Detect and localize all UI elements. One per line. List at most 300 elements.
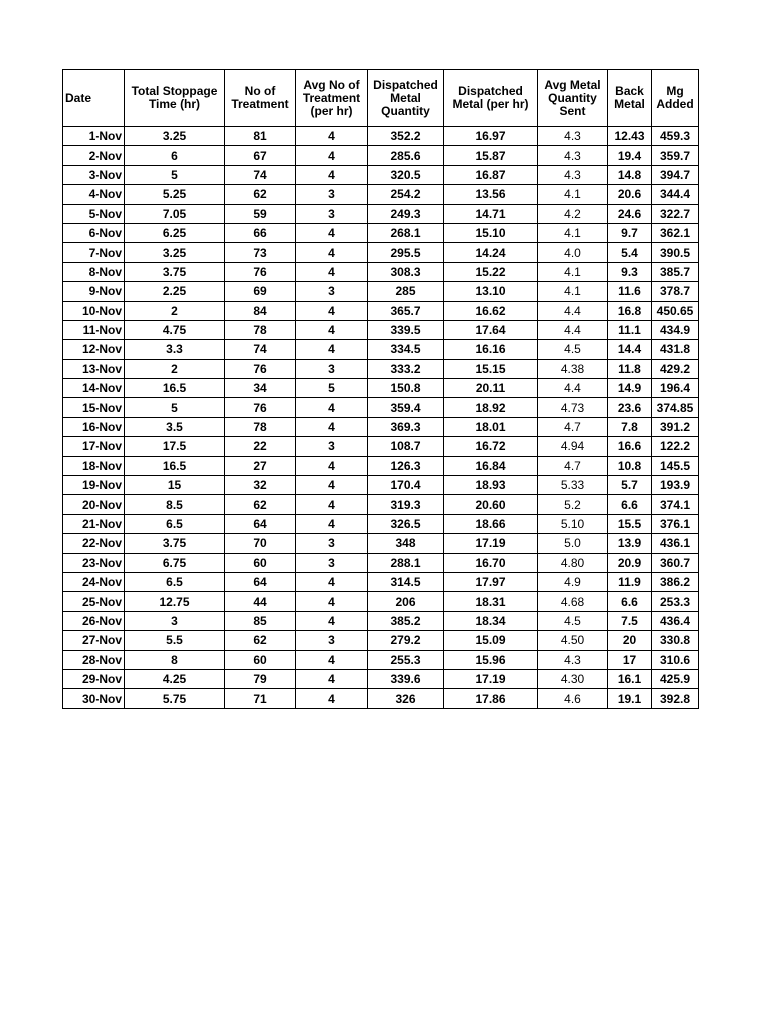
dispatched-metal-quantity-cell: 319.3 [368, 495, 444, 514]
total-stoppage-time-cell: 16.5 [125, 456, 225, 475]
total-stoppage-time-cell: 3.3 [125, 340, 225, 359]
total-stoppage-time-cell: 2.25 [125, 282, 225, 301]
avg-metal-quantity-sent-cell: 4.3 [538, 146, 608, 165]
date-cell: 28-Nov [63, 650, 125, 669]
total-stoppage-time-cell: 5.75 [125, 689, 225, 708]
dispatched-metal-quantity-cell: 285 [368, 282, 444, 301]
dispatched-metal-per-hr-cell: 18.31 [444, 592, 538, 611]
dispatched-metal-per-hr-cell: 20.11 [444, 379, 538, 398]
dispatched-metal-per-hr-cell: 18.92 [444, 398, 538, 417]
date-cell: 19-Nov [63, 476, 125, 495]
dispatched-metal-per-hr-cell: 15.09 [444, 631, 538, 650]
date-cell: 11-Nov [63, 320, 125, 339]
avg-no-of-treatment-cell: 3 [296, 282, 368, 301]
mg-added-cell: 360.7 [652, 553, 699, 572]
avg-metal-quantity-sent-cell: 4.1 [538, 262, 608, 281]
mg-added-cell: 431.8 [652, 340, 699, 359]
avg-metal-quantity-sent-cell: 4.94 [538, 437, 608, 456]
avg-metal-quantity-sent-cell: 4.7 [538, 456, 608, 475]
no-of-treatment-cell: 74 [225, 340, 296, 359]
avg-no-of-treatment-cell: 3 [296, 437, 368, 456]
back-metal-cell: 11.8 [608, 359, 652, 378]
avg-metal-quantity-sent-cell: 4.30 [538, 669, 608, 688]
table-row [63, 146, 699, 165]
dispatched-metal-per-hr-cell: 17.19 [444, 669, 538, 688]
no-of-treatment-cell: 73 [225, 243, 296, 262]
date-cell: 8-Nov [63, 262, 125, 281]
table-row [63, 534, 699, 553]
no-of-treatment-cell: 70 [225, 534, 296, 553]
dispatched-metal-per-hr-cell: 18.34 [444, 611, 538, 630]
avg-metal-quantity-sent-cell: 4.7 [538, 417, 608, 436]
mg-added-cell: 425.9 [652, 669, 699, 688]
avg-metal-quantity-sent-cell: 4.80 [538, 553, 608, 572]
column-header-dispatched-metal-quantity: Dispatched Metal Quantity [368, 70, 444, 127]
dispatched-metal-quantity-cell: 288.1 [368, 553, 444, 572]
dispatched-metal-quantity-cell: 254.2 [368, 185, 444, 204]
total-stoppage-time-cell: 8 [125, 650, 225, 669]
table-row [63, 514, 699, 533]
date-cell: 9-Nov [63, 282, 125, 301]
dispatched-metal-per-hr-cell: 16.84 [444, 456, 538, 475]
table-row [63, 359, 699, 378]
dispatched-metal-per-hr-cell: 16.16 [444, 340, 538, 359]
avg-no-of-treatment-cell: 4 [296, 146, 368, 165]
table-header [63, 70, 699, 127]
avg-metal-quantity-sent-cell: 4.73 [538, 398, 608, 417]
date-cell: 15-Nov [63, 398, 125, 417]
back-metal-cell: 14.8 [608, 165, 652, 184]
mg-added-cell: 429.2 [652, 359, 699, 378]
dispatched-metal-quantity-cell: 339.6 [368, 669, 444, 688]
no-of-treatment-cell: 59 [225, 204, 296, 223]
no-of-treatment-cell: 44 [225, 592, 296, 611]
avg-metal-quantity-sent-cell: 4.5 [538, 340, 608, 359]
avg-metal-quantity-sent-cell: 4.1 [538, 223, 608, 242]
no-of-treatment-cell: 84 [225, 301, 296, 320]
column-header-avg-no-of-treatment: Avg No of Treatment (per hr) [296, 70, 368, 127]
dispatched-metal-per-hr-cell: 13.56 [444, 185, 538, 204]
table-row [63, 572, 699, 591]
table-row [63, 689, 699, 708]
avg-no-of-treatment-cell: 4 [296, 650, 368, 669]
back-metal-cell: 14.9 [608, 379, 652, 398]
table-row [63, 650, 699, 669]
dispatched-metal-quantity-cell: 365.7 [368, 301, 444, 320]
table-row [63, 204, 699, 223]
table-row [63, 456, 699, 475]
avg-metal-quantity-sent-cell: 5.33 [538, 476, 608, 495]
back-metal-cell: 19.4 [608, 146, 652, 165]
avg-metal-quantity-sent-cell: 4.3 [538, 127, 608, 146]
no-of-treatment-cell: 76 [225, 398, 296, 417]
date-cell: 6-Nov [63, 223, 125, 242]
dispatched-metal-quantity-cell: 320.5 [368, 165, 444, 184]
total-stoppage-time-cell: 12.75 [125, 592, 225, 611]
total-stoppage-time-cell: 5.25 [125, 185, 225, 204]
avg-no-of-treatment-cell: 3 [296, 204, 368, 223]
dispatched-metal-quantity-cell: 314.5 [368, 572, 444, 591]
avg-metal-quantity-sent-cell: 4.2 [538, 204, 608, 223]
avg-no-of-treatment-cell: 4 [296, 340, 368, 359]
dispatched-metal-quantity-cell: 170.4 [368, 476, 444, 495]
column-header-date: Date [63, 70, 125, 127]
mg-added-cell: 193.9 [652, 476, 699, 495]
dispatched-metal-per-hr-cell: 14.71 [444, 204, 538, 223]
back-metal-cell: 13.9 [608, 534, 652, 553]
total-stoppage-time-cell: 4.25 [125, 669, 225, 688]
dispatched-metal-quantity-cell: 108.7 [368, 437, 444, 456]
total-stoppage-time-cell: 3.25 [125, 127, 225, 146]
table-row [63, 223, 699, 242]
date-cell: 3-Nov [63, 165, 125, 184]
total-stoppage-time-cell: 3 [125, 611, 225, 630]
avg-no-of-treatment-cell: 4 [296, 262, 368, 281]
avg-no-of-treatment-cell: 4 [296, 476, 368, 495]
table-row [63, 611, 699, 630]
total-stoppage-time-cell: 5 [125, 398, 225, 417]
total-stoppage-time-cell: 6.5 [125, 514, 225, 533]
dispatched-metal-quantity-cell: 348 [368, 534, 444, 553]
back-metal-cell: 6.6 [608, 495, 652, 514]
avg-metal-quantity-sent-cell: 4.4 [538, 301, 608, 320]
date-cell: 27-Nov [63, 631, 125, 650]
mg-added-cell: 322.7 [652, 204, 699, 223]
avg-metal-quantity-sent-cell: 5.0 [538, 534, 608, 553]
table-row [63, 185, 699, 204]
dispatched-metal-per-hr-cell: 15.87 [444, 146, 538, 165]
back-metal-cell: 16.8 [608, 301, 652, 320]
mg-added-cell: 386.2 [652, 572, 699, 591]
back-metal-cell: 6.6 [608, 592, 652, 611]
column-header-no-of-treatment: No of Treatment [225, 70, 296, 127]
date-cell: 26-Nov [63, 611, 125, 630]
back-metal-cell: 20 [608, 631, 652, 650]
avg-no-of-treatment-cell: 4 [296, 611, 368, 630]
mg-added-cell: 390.5 [652, 243, 699, 262]
table-row [63, 301, 699, 320]
dispatched-metal-per-hr-cell: 18.93 [444, 476, 538, 495]
table-row [63, 631, 699, 650]
no-of-treatment-cell: 34 [225, 379, 296, 398]
avg-no-of-treatment-cell: 3 [296, 553, 368, 572]
back-metal-cell: 9.7 [608, 223, 652, 242]
mg-added-cell: 392.8 [652, 689, 699, 708]
date-cell: 2-Nov [63, 146, 125, 165]
dispatched-metal-quantity-cell: 285.6 [368, 146, 444, 165]
mg-added-cell: 344.4 [652, 185, 699, 204]
dispatched-metal-per-hr-cell: 14.24 [444, 243, 538, 262]
table-row [63, 243, 699, 262]
total-stoppage-time-cell: 3.5 [125, 417, 225, 436]
date-cell: 25-Nov [63, 592, 125, 611]
dispatched-metal-per-hr-cell: 15.15 [444, 359, 538, 378]
table-row [63, 398, 699, 417]
total-stoppage-time-cell: 17.5 [125, 437, 225, 456]
date-cell: 14-Nov [63, 379, 125, 398]
avg-metal-quantity-sent-cell: 4.1 [538, 282, 608, 301]
mg-added-cell: 374.85 [652, 398, 699, 417]
avg-no-of-treatment-cell: 4 [296, 689, 368, 708]
dispatched-metal-per-hr-cell: 17.64 [444, 320, 538, 339]
total-stoppage-time-cell: 2 [125, 301, 225, 320]
no-of-treatment-cell: 64 [225, 514, 296, 533]
column-header-total-stoppage-time: Total Stoppage Time (hr) [125, 70, 225, 127]
date-cell: 30-Nov [63, 689, 125, 708]
dispatched-metal-quantity-cell: 333.2 [368, 359, 444, 378]
no-of-treatment-cell: 69 [225, 282, 296, 301]
avg-metal-quantity-sent-cell: 4.3 [538, 650, 608, 669]
dispatched-metal-per-hr-cell: 16.72 [444, 437, 538, 456]
back-metal-cell: 14.4 [608, 340, 652, 359]
no-of-treatment-cell: 62 [225, 495, 296, 514]
dispatched-metal-per-hr-cell: 18.01 [444, 417, 538, 436]
back-metal-cell: 11.1 [608, 320, 652, 339]
avg-no-of-treatment-cell: 4 [296, 165, 368, 184]
no-of-treatment-cell: 78 [225, 320, 296, 339]
mg-added-cell: 394.7 [652, 165, 699, 184]
back-metal-cell: 20.6 [608, 185, 652, 204]
back-metal-cell: 7.5 [608, 611, 652, 630]
avg-no-of-treatment-cell: 4 [296, 301, 368, 320]
date-cell: 13-Nov [63, 359, 125, 378]
no-of-treatment-cell: 67 [225, 146, 296, 165]
table-row [63, 282, 699, 301]
table-row [63, 553, 699, 572]
dispatched-metal-per-hr-cell: 16.97 [444, 127, 538, 146]
date-cell: 4-Nov [63, 185, 125, 204]
dispatched-metal-quantity-cell: 359.4 [368, 398, 444, 417]
total-stoppage-time-cell: 2 [125, 359, 225, 378]
back-metal-cell: 23.6 [608, 398, 652, 417]
no-of-treatment-cell: 85 [225, 611, 296, 630]
avg-no-of-treatment-cell: 4 [296, 456, 368, 475]
mg-added-cell: 145.5 [652, 456, 699, 475]
no-of-treatment-cell: 27 [225, 456, 296, 475]
dispatched-metal-per-hr-cell: 15.96 [444, 650, 538, 669]
total-stoppage-time-cell: 3.25 [125, 243, 225, 262]
total-stoppage-time-cell: 5.5 [125, 631, 225, 650]
avg-metal-quantity-sent-cell: 5.2 [538, 495, 608, 514]
table-row [63, 340, 699, 359]
avg-no-of-treatment-cell: 3 [296, 185, 368, 204]
no-of-treatment-cell: 76 [225, 359, 296, 378]
dispatched-metal-quantity-cell: 352.2 [368, 127, 444, 146]
dispatched-metal-quantity-cell: 308.3 [368, 262, 444, 281]
date-cell: 7-Nov [63, 243, 125, 262]
back-metal-cell: 17 [608, 650, 652, 669]
no-of-treatment-cell: 60 [225, 553, 296, 572]
table-row [63, 592, 699, 611]
total-stoppage-time-cell: 4.75 [125, 320, 225, 339]
dispatched-metal-per-hr-cell: 18.66 [444, 514, 538, 533]
mg-added-cell: 436.1 [652, 534, 699, 553]
back-metal-cell: 20.9 [608, 553, 652, 572]
table-row [63, 437, 699, 456]
dispatched-metal-quantity-cell: 369.3 [368, 417, 444, 436]
dispatched-metal-quantity-cell: 150.8 [368, 379, 444, 398]
dispatched-metal-per-hr-cell: 16.62 [444, 301, 538, 320]
mg-added-cell: 434.9 [652, 320, 699, 339]
avg-no-of-treatment-cell: 3 [296, 359, 368, 378]
date-cell: 21-Nov [63, 514, 125, 533]
date-cell: 10-Nov [63, 301, 125, 320]
back-metal-cell: 16.1 [608, 669, 652, 688]
back-metal-cell: 7.8 [608, 417, 652, 436]
date-cell: 18-Nov [63, 456, 125, 475]
avg-no-of-treatment-cell: 4 [296, 572, 368, 591]
dispatched-metal-quantity-cell: 126.3 [368, 456, 444, 475]
dispatched-metal-quantity-cell: 249.3 [368, 204, 444, 223]
total-stoppage-time-cell: 5 [125, 165, 225, 184]
mg-added-cell: 362.1 [652, 223, 699, 242]
back-metal-cell: 5.7 [608, 476, 652, 495]
avg-no-of-treatment-cell: 3 [296, 631, 368, 650]
mg-added-cell: 459.3 [652, 127, 699, 146]
table-row [63, 476, 699, 495]
no-of-treatment-cell: 62 [225, 185, 296, 204]
back-metal-cell: 12.43 [608, 127, 652, 146]
date-cell: 1-Nov [63, 127, 125, 146]
avg-no-of-treatment-cell: 4 [296, 243, 368, 262]
avg-no-of-treatment-cell: 4 [296, 514, 368, 533]
table-row [63, 127, 699, 146]
total-stoppage-time-cell: 3.75 [125, 534, 225, 553]
mg-added-cell: 385.7 [652, 262, 699, 281]
avg-metal-quantity-sent-cell: 4.1 [538, 185, 608, 204]
dispatched-metal-per-hr-cell: 13.10 [444, 282, 538, 301]
no-of-treatment-cell: 60 [225, 650, 296, 669]
column-header-avg-metal-quantity-sent: Avg Metal Quantity Sent [538, 70, 608, 127]
date-cell: 23-Nov [63, 553, 125, 572]
dispatched-metal-quantity-cell: 255.3 [368, 650, 444, 669]
mg-added-cell: 253.3 [652, 592, 699, 611]
avg-no-of-treatment-cell: 4 [296, 592, 368, 611]
table-row [63, 165, 699, 184]
avg-metal-quantity-sent-cell: 4.50 [538, 631, 608, 650]
avg-metal-quantity-sent-cell: 4.0 [538, 243, 608, 262]
spreadsheet-sheet [62, 69, 698, 709]
mg-added-cell: 122.2 [652, 437, 699, 456]
no-of-treatment-cell: 32 [225, 476, 296, 495]
dispatched-metal-quantity-cell: 279.2 [368, 631, 444, 650]
avg-metal-quantity-sent-cell: 4.38 [538, 359, 608, 378]
total-stoppage-time-cell: 8.5 [125, 495, 225, 514]
no-of-treatment-cell: 22 [225, 437, 296, 456]
mg-added-cell: 391.2 [652, 417, 699, 436]
avg-metal-quantity-sent-cell: 4.4 [538, 320, 608, 339]
dispatched-metal-per-hr-cell: 16.87 [444, 165, 538, 184]
back-metal-cell: 10.8 [608, 456, 652, 475]
no-of-treatment-cell: 78 [225, 417, 296, 436]
avg-metal-quantity-sent-cell: 4.9 [538, 572, 608, 591]
avg-metal-quantity-sent-cell: 4.6 [538, 689, 608, 708]
no-of-treatment-cell: 64 [225, 572, 296, 591]
avg-metal-quantity-sent-cell: 4.68 [538, 592, 608, 611]
avg-no-of-treatment-cell: 4 [296, 669, 368, 688]
table-row [63, 495, 699, 514]
table-row [63, 379, 699, 398]
dispatched-metal-per-hr-cell: 15.10 [444, 223, 538, 242]
dispatched-metal-quantity-cell: 268.1 [368, 223, 444, 242]
date-cell: 24-Nov [63, 572, 125, 591]
avg-no-of-treatment-cell: 4 [296, 417, 368, 436]
total-stoppage-time-cell: 6.75 [125, 553, 225, 572]
no-of-treatment-cell: 74 [225, 165, 296, 184]
back-metal-cell: 11.9 [608, 572, 652, 591]
avg-metal-quantity-sent-cell: 4.4 [538, 379, 608, 398]
dispatched-metal-quantity-cell: 326 [368, 689, 444, 708]
table-body [63, 127, 699, 709]
date-cell: 29-Nov [63, 669, 125, 688]
mg-added-cell: 436.4 [652, 611, 699, 630]
mg-added-cell: 376.1 [652, 514, 699, 533]
back-metal-cell: 9.3 [608, 262, 652, 281]
dispatched-metal-quantity-cell: 206 [368, 592, 444, 611]
total-stoppage-time-cell: 6 [125, 146, 225, 165]
dispatched-metal-per-hr-cell: 17.19 [444, 534, 538, 553]
mg-added-cell: 330.8 [652, 631, 699, 650]
no-of-treatment-cell: 81 [225, 127, 296, 146]
total-stoppage-time-cell: 6.5 [125, 572, 225, 591]
date-cell: 22-Nov [63, 534, 125, 553]
dispatched-metal-per-hr-cell: 15.22 [444, 262, 538, 281]
avg-metal-quantity-sent-cell: 5.10 [538, 514, 608, 533]
back-metal-cell: 16.6 [608, 437, 652, 456]
no-of-treatment-cell: 66 [225, 223, 296, 242]
date-cell: 17-Nov [63, 437, 125, 456]
back-metal-cell: 11.6 [608, 282, 652, 301]
no-of-treatment-cell: 71 [225, 689, 296, 708]
back-metal-cell: 24.6 [608, 204, 652, 223]
column-header-mg-added: Mg Added [652, 70, 699, 127]
column-header-back-metal: Back Metal [608, 70, 652, 127]
dispatched-metal-per-hr-cell: 16.70 [444, 553, 538, 572]
avg-no-of-treatment-cell: 3 [296, 534, 368, 553]
mg-added-cell: 374.1 [652, 495, 699, 514]
avg-no-of-treatment-cell: 4 [296, 223, 368, 242]
mg-added-cell: 378.7 [652, 282, 699, 301]
total-stoppage-time-cell: 16.5 [125, 379, 225, 398]
avg-no-of-treatment-cell: 4 [296, 127, 368, 146]
date-cell: 16-Nov [63, 417, 125, 436]
dispatched-metal-quantity-cell: 334.5 [368, 340, 444, 359]
dispatched-metal-quantity-cell: 339.5 [368, 320, 444, 339]
mg-added-cell: 359.7 [652, 146, 699, 165]
dispatched-metal-per-hr-cell: 20.60 [444, 495, 538, 514]
back-metal-cell: 5.4 [608, 243, 652, 262]
dispatched-metal-quantity-cell: 326.5 [368, 514, 444, 533]
dispatched-metal-quantity-cell: 295.5 [368, 243, 444, 262]
mg-added-cell: 196.4 [652, 379, 699, 398]
mg-added-cell: 310.6 [652, 650, 699, 669]
table-row [63, 669, 699, 688]
table-row [63, 320, 699, 339]
no-of-treatment-cell: 76 [225, 262, 296, 281]
data-table [62, 69, 699, 709]
back-metal-cell: 15.5 [608, 514, 652, 533]
avg-metal-quantity-sent-cell: 4.3 [538, 165, 608, 184]
date-cell: 12-Nov [63, 340, 125, 359]
mg-added-cell: 450.65 [652, 301, 699, 320]
avg-no-of-treatment-cell: 4 [296, 320, 368, 339]
back-metal-cell: 19.1 [608, 689, 652, 708]
no-of-treatment-cell: 79 [225, 669, 296, 688]
dispatched-metal-per-hr-cell: 17.97 [444, 572, 538, 591]
avg-no-of-treatment-cell: 5 [296, 379, 368, 398]
no-of-treatment-cell: 62 [225, 631, 296, 650]
header-row [63, 70, 699, 127]
